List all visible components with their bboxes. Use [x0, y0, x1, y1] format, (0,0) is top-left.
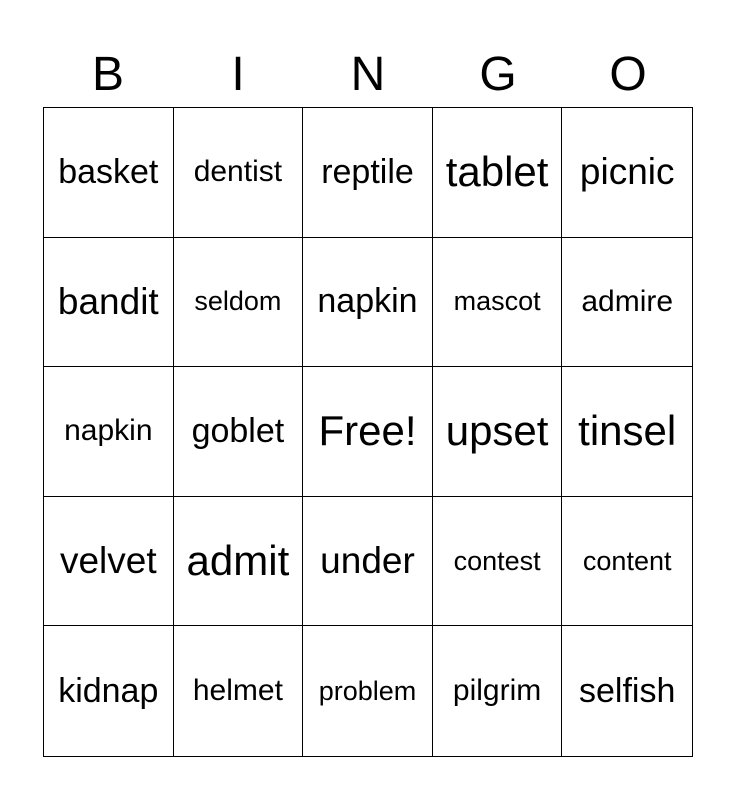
bingo-cell[interactable]: pilgrim — [433, 626, 563, 756]
bingo-cell[interactable]: contest — [433, 497, 563, 627]
bingo-cell[interactable]: tinsel — [562, 367, 692, 497]
header-letter-g: G — [479, 48, 517, 101]
bingo-cell[interactable]: kidnap — [44, 626, 174, 756]
header-letter-n: N — [350, 48, 386, 101]
bingo-cell[interactable]: bandit — [44, 238, 174, 368]
bingo-cell[interactable]: content — [562, 497, 692, 627]
header-letter-i: I — [231, 48, 245, 101]
bingo-cell[interactable]: mascot — [433, 238, 563, 368]
bingo-cell[interactable]: basket — [44, 108, 174, 238]
bingo-cell[interactable]: picnic — [562, 108, 692, 238]
bingo-board — [43, 107, 693, 757]
bingo-cell[interactable]: reptile — [303, 108, 433, 238]
bingo-cell[interactable]: upset — [433, 367, 563, 497]
bingo-cell[interactable]: problem — [303, 626, 433, 756]
bingo-cell[interactable]: napkin — [44, 367, 174, 497]
bingo-cell[interactable]: helmet — [174, 626, 304, 756]
bingo-cell[interactable]: velvet — [44, 497, 174, 627]
header-letter-o: O — [609, 48, 647, 101]
bingo-cell[interactable]: admire — [562, 238, 692, 368]
bingo-cell[interactable]: goblet — [174, 367, 304, 497]
bingo-cell[interactable]: seldom — [174, 238, 304, 368]
bingo-cell[interactable]: admit — [174, 497, 304, 627]
bingo-header — [43, 42, 693, 108]
bingo-cell[interactable]: under — [303, 497, 433, 627]
bingo-cell[interactable]: tablet — [433, 108, 563, 238]
bingo-cell[interactable]: selfish — [579, 671, 676, 710]
bingo-cell[interactable]: napkin — [303, 238, 433, 368]
free-space-cell[interactable]: Free! — [303, 367, 433, 497]
bingo-cell[interactable]: dentist — [174, 108, 304, 238]
header-letter-b: B — [91, 48, 124, 101]
